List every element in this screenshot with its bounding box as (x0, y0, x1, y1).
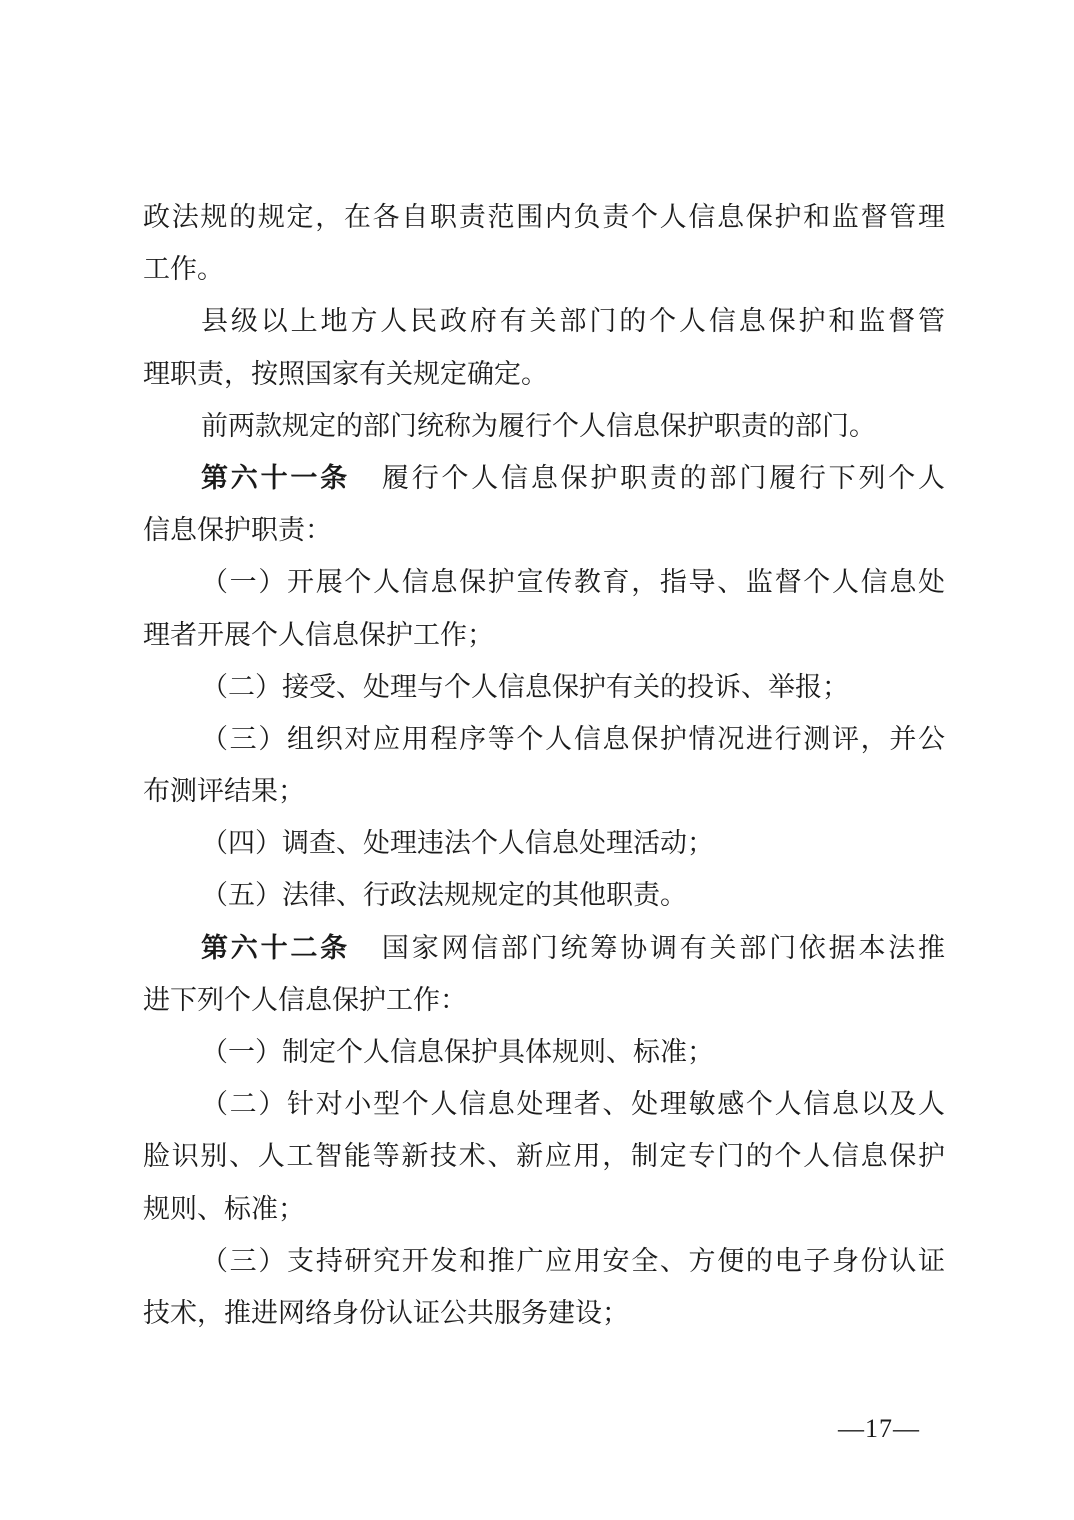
text-line (143, 818, 945, 870)
line-text: 脸识别、人工智能等新技术、新应用，制定专门的个人信息保护 (143, 1141, 945, 1173)
line-text: 理者开展个人信息保护工作； (143, 619, 494, 651)
line-text: （二）针对小型个人信息处理者、处理敏感个人信息以及人 (201, 1089, 945, 1121)
text-line (143, 1184, 945, 1236)
text-line (143, 453, 945, 505)
line-text: 理职责，按照国家有关规定确定。 (143, 358, 548, 390)
text-line (143, 923, 945, 975)
text-line (143, 557, 945, 609)
text-line (143, 1027, 945, 1079)
text-line (143, 1288, 945, 1340)
line-text: 前两款规定的部门统称为履行个人信息保护职责的部门。 (201, 410, 876, 442)
text-line (143, 505, 945, 557)
text-line (143, 192, 945, 244)
line-text: 信息保护职责： (143, 515, 332, 547)
line-text: （二）接受、处理与个人信息保护有关的投诉、举报； (201, 671, 849, 703)
text-line (143, 766, 945, 818)
text-line (143, 662, 945, 714)
page-number: —17— (838, 1414, 920, 1443)
line-text: 技术，推进网络身份认证公共服务建设； (143, 1297, 629, 1329)
line-text: 履行个人信息保护职责的部门履行下列个人 (381, 462, 946, 494)
line-text: 国家网信部门统筹协调有关部门依据本法推 (381, 932, 946, 964)
text-line (143, 975, 945, 1027)
line-text: （三）组织对应用程序等个人信息保护情况进行测评，并公 (201, 723, 945, 755)
text-line (143, 1131, 945, 1183)
text-line (143, 349, 945, 401)
text-line (143, 401, 945, 453)
text-line (143, 870, 945, 922)
line-text: 规则、标准； (143, 1193, 305, 1225)
text-line (143, 1236, 945, 1288)
text-line (143, 1079, 945, 1131)
line-text: 政法规的规定，在各自职责范围内负责个人信息保护和监督管理 (143, 202, 945, 233)
article-number: 第六十一条 (201, 462, 350, 494)
line-text: 县级以上地方人民政府有关部门的个人信息保护和监督管 (201, 306, 945, 338)
line-text: 进下列个人信息保护工作： (143, 984, 467, 1016)
line-text: （四）调查、处理违法个人信息处理活动； (201, 828, 714, 860)
text-line (143, 244, 945, 296)
line-text: （一）开展个人信息保护宣传教育，指导、监督个人信息处 (201, 567, 945, 599)
text-line (143, 610, 945, 662)
line-text: （三）支持研究开发和推广应用安全、方便的电子身份认证 (201, 1245, 945, 1277)
line-text: （五）法律、行政法规规定的其他职责。 (201, 880, 687, 912)
line-text: 工作。 (143, 254, 224, 286)
text-line (143, 296, 945, 348)
article-number: 第六十二条 (201, 932, 350, 964)
text-line (143, 714, 945, 766)
line-text: （一）制定个人信息保护具体规则、标准； (201, 1037, 714, 1068)
line-text: 布测评结果； (143, 776, 305, 808)
body-text (143, 192, 945, 1340)
